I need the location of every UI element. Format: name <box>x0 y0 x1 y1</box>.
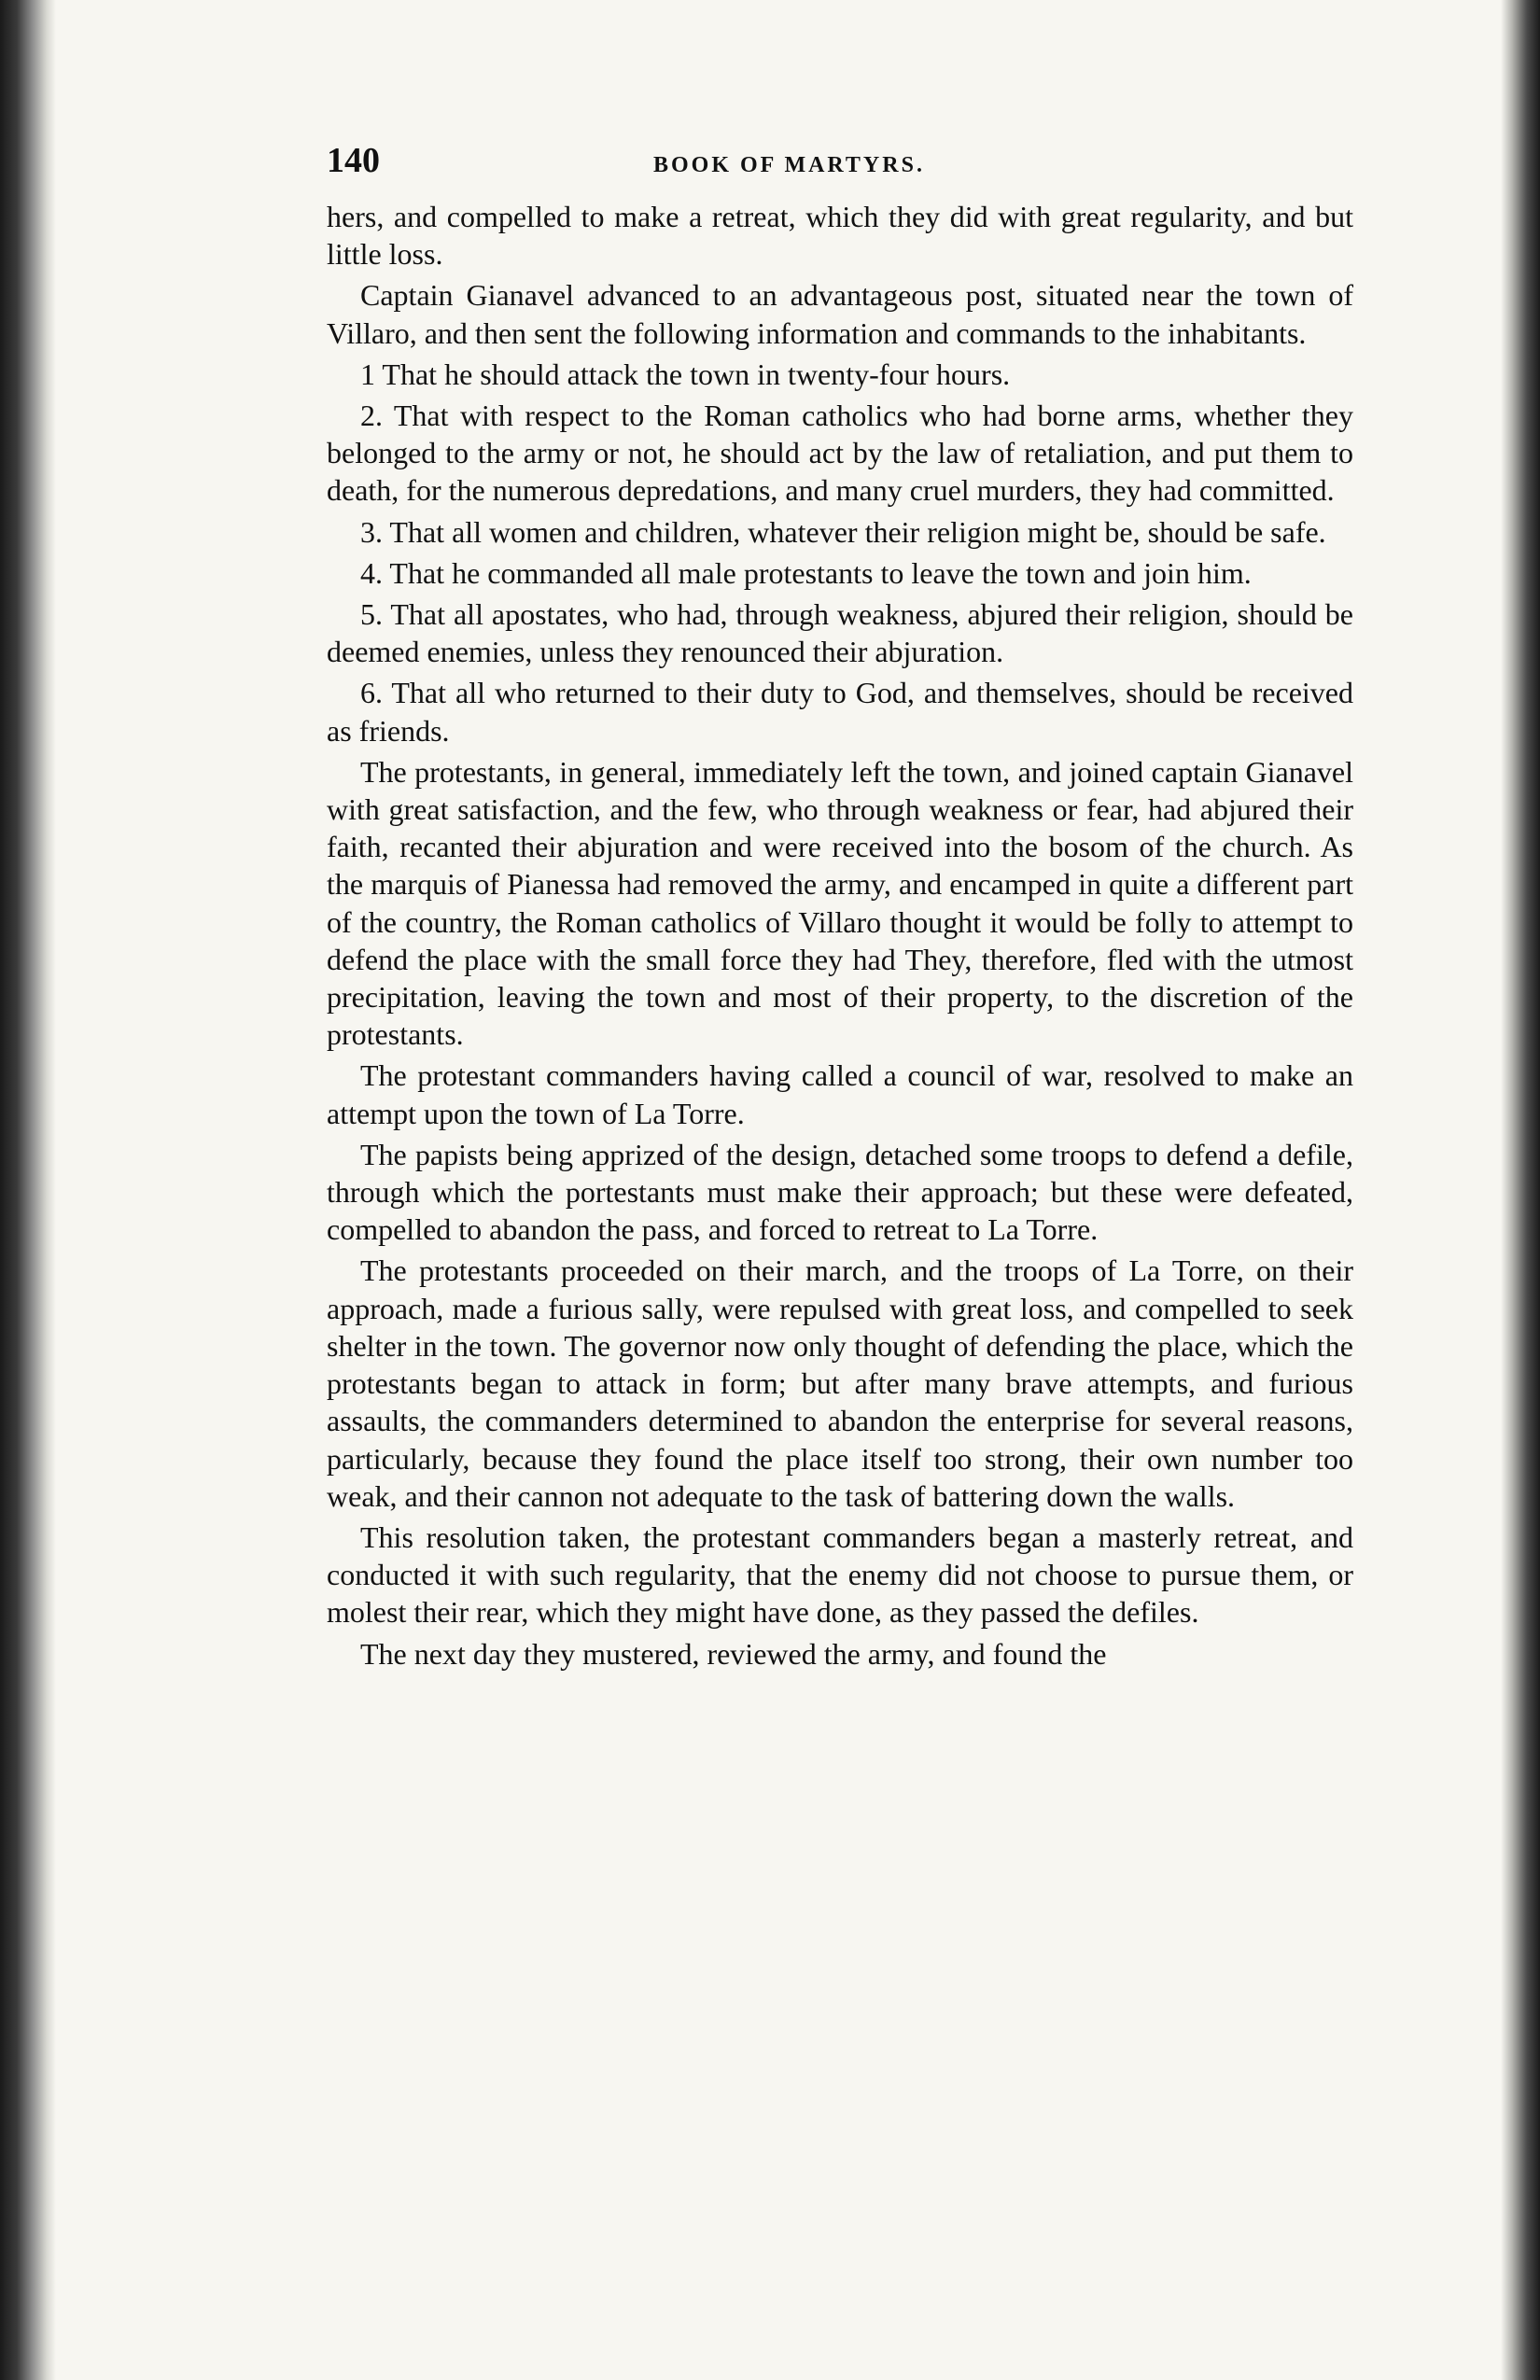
paragraph: This resolution taken, the protestant commanders began a masterly retreat, and conducted it with such regularity, that the enemy did not choose to pursue them, or molest their rear, which they might have done, as they passed the defiles. <box>327 1519 1353 1630</box>
paragraph: The protestants proceeded on their march, and the troops of La Torre, on their approach, made a furious sally, were repulsed with great loss, and compelled to seek shelter in the town. The governor now only thought of defending the place, which the protestants began to attack in form; but after many brave attempts, and furious assaults, the commanders determined to abandon the enterprise for several reasons, particularly, because they found the place itself too strong, their own number too weak, and their cannon not adequate to the task of battering down the walls. <box>327 1253 1353 1513</box>
list-item: 5. That all apostates, who had, through weakness, abjured their religion, should be deemed enemies, unless they renounced their abjuration. <box>327 597 1353 669</box>
scan-edge-right <box>1501 0 1540 2380</box>
paragraph: The protestants, in general, immediately left the town, and joined captain Gianavel with great satisfaction, and the few, who through weakness or fear, had abjured their faith, recanted their abjuration and were received into the bosom of the church. As the marquis of Pianessa had removed the army, and encamped in quite a different part of the country, the Roman catholics of Villaro thought it would be folly to attempt to defend the place with the small force they had They, therefore, fled with the utmost precipitation, leaving the town and most of their property, to the discretion of the protestants. <box>327 754 1353 1052</box>
paragraph: The protestant commanders having called a council of war, resolved to make an attempt upon the town of La Torre. <box>327 1058 1353 1130</box>
paragraph: The next day they mustered, reviewed the army, and found the <box>360 1636 1107 1671</box>
running-head: BOOK OF MARTYRS. <box>653 153 925 177</box>
book-page <box>327 140 1353 1676</box>
list-item: 2. That with respect to the Roman catholics who had borne arms, whether they belonged to the army or not, he should act by the law of retaliation, and put them to death, for the numerous depredations, and many cruel murders, they had committed. <box>327 399 1353 508</box>
list-item: 4. That he commanded all male protestants to leave the town and join him. <box>360 555 1252 590</box>
page-number: 140 <box>327 141 380 180</box>
paragraph: hers, and compelled to make a retreat, which they did with great regularity, and but little loss. <box>327 200 1353 272</box>
list-item: 3. That all women and children, whatever their religion might be, should be safe. <box>360 514 1326 549</box>
paragraph: Captain Gianavel advanced to an advantageous post, situated near the town of Villaro, and then sent the following information and commands to the inhabitants. <box>327 278 1353 350</box>
body-text <box>327 198 1353 1673</box>
paragraph: The papists being apprized of the design, detached some troops to defend a defile, through which the portestants must make their approach; but these were defeated, compelled to abandon the pass, and forced to retreat to La Torre. <box>327 1137 1353 1247</box>
list-item: 6. That all who returned to their duty to God, and themselves, should be received as friends. <box>327 676 1353 748</box>
page-header <box>327 140 1353 196</box>
scan-edge-left <box>0 0 56 2380</box>
list-item: 1 That he should attack the town in twenty-four hours. <box>360 357 1011 391</box>
